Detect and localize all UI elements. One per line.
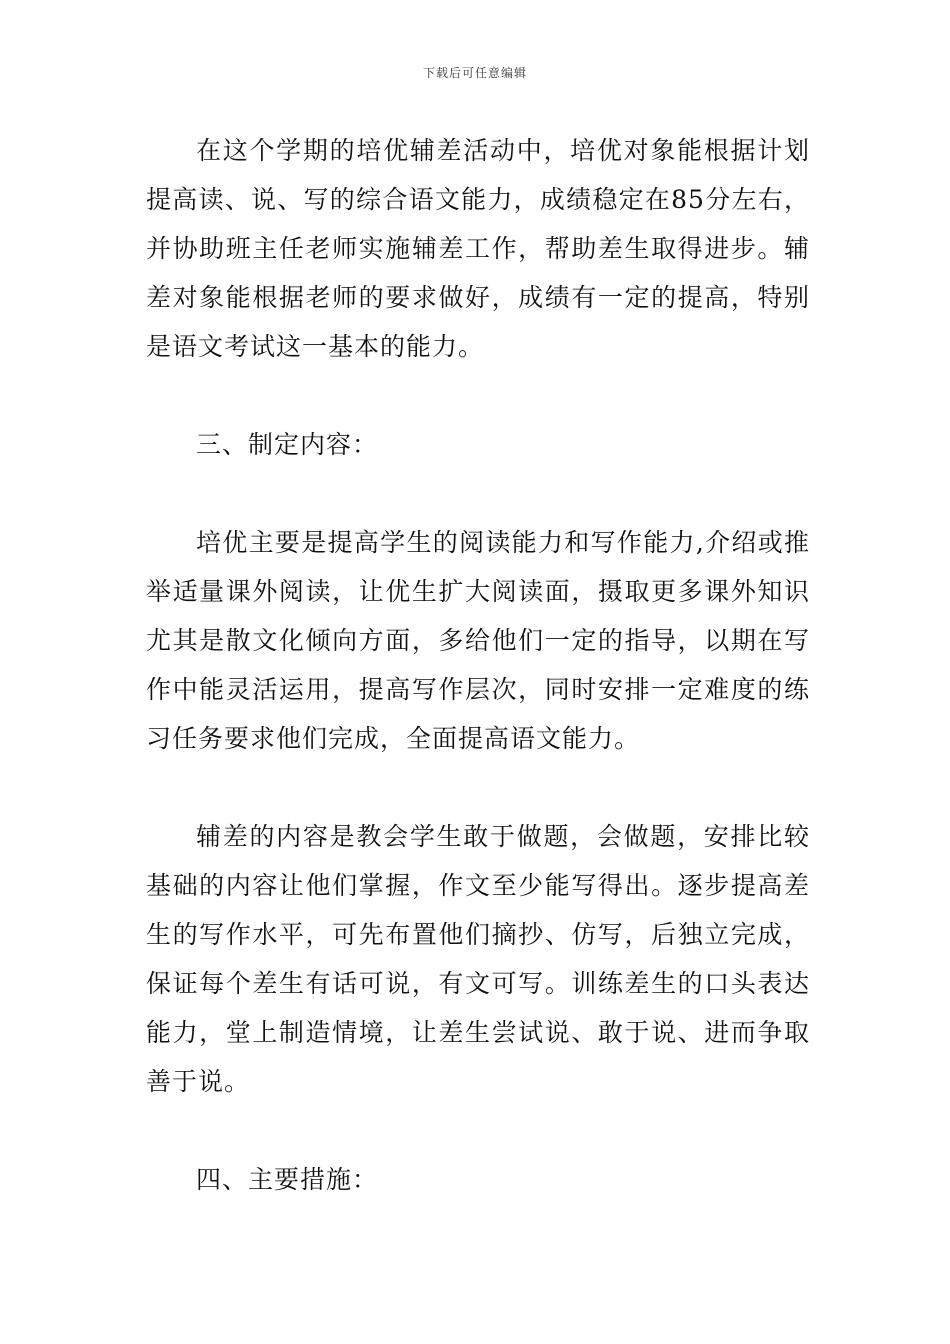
section-heading-content: 三、制定内容： — [196, 430, 379, 459]
paragraph-achievements: 在这个学期的培优辅差活动中，培优对象能根据计划提高读、说、写的综合语文能力，成绩稳定在85分左右，并协助班主任老师实施辅差工作，帮助差生取得进步。辅差对象能根据老师的要求做好，成绩有一定的提高，特别是语文考试这一基本的能力。 — [146, 136, 810, 361]
page-header: 下载后可任意编辑 — [422, 66, 527, 80]
document-body — [146, 126, 810, 1204]
paragraph-spacer — [146, 469, 810, 518]
paragraph-advanced-students: 培优主要是提高学生的阅读能力和写作能力,介绍或推举适量课外阅读，让优生扩大阅读面，摄取更多课外知识尤其是散文化倾向方面，多给他们一定的指导，以期在写作中能灵活运用，提高写作层次，同时安排一定难度的练习任务要求他们完成，全面提高语文能力。 — [146, 528, 810, 753]
paragraph-spacer — [146, 763, 810, 812]
paragraph-spacer — [146, 371, 810, 420]
section-heading-measures: 四、主要措施： — [196, 1165, 379, 1194]
paragraph-spacer — [146, 1106, 810, 1155]
paragraph-struggling-students: 辅差的内容是教会学生敢于做题，会做题，安排比较基础的内容让他们掌握，作文至少能写得出。逐步提高差生的写作水平，可先布置他们摘抄、仿写，后独立完成，保证每个差生有话可说，有文可写。训练差生的口头表达能力，堂上制造情境，让差生尝试说、敢于说、进而争取善于说。 — [146, 822, 810, 1096]
